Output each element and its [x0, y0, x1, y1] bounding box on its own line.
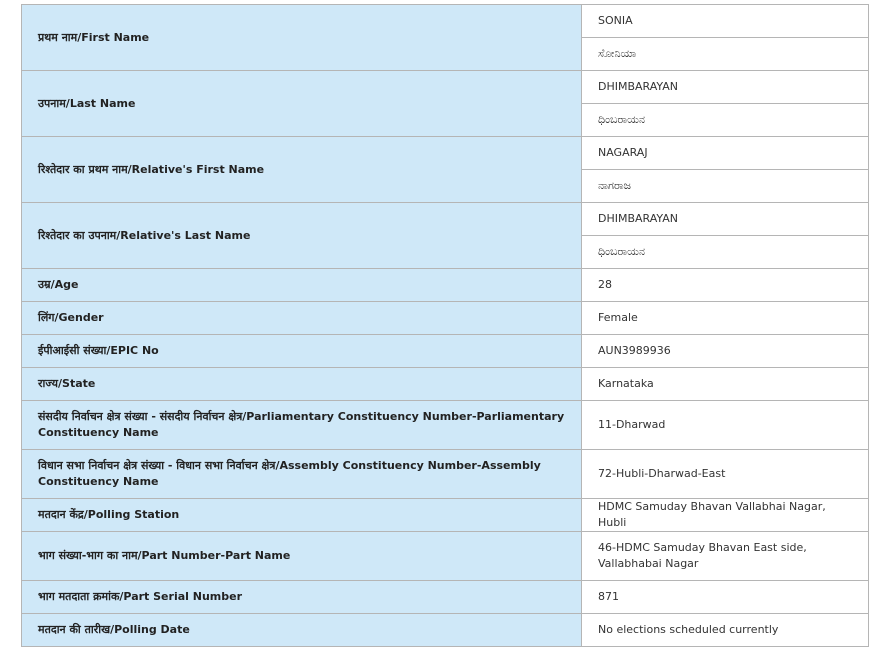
gender-label: लिंग/Gender: [22, 302, 582, 335]
table-row-polling-date: [22, 614, 869, 647]
table-row-epic-no: [22, 335, 869, 368]
part-name-value: 46-HDMC Samuday Bhavan East side, Vallabhabai Nagar: [582, 532, 869, 581]
last-name-value-english: DHIMBARAYAN: [582, 71, 869, 104]
polling-station-label: मतदान केंद्र/Polling Station: [22, 499, 582, 532]
first-name-label: प्रथम नाम/First Name: [22, 5, 582, 71]
epic-no-label: ईपीआईसी संख्या/EPIC No: [22, 335, 582, 368]
polling-station-value: HDMC Samuday Bhavan Vallabhai Nagar, Hubli: [582, 499, 869, 532]
assembly-constituency-label: विधान सभा निर्वाचन क्षेत्र संख्या - विधान सभा निर्वाचन क्षेत्र/Assembly Constituency Number-Assembly Constituency Name: [22, 450, 582, 499]
part-name-label: भाग संख्या-भाग का नाम/Part Number-Part Name: [22, 532, 582, 581]
state-value: Karnataka: [582, 368, 869, 401]
part-serial-number-label: भाग मतदाता क्रमांक/Part Serial Number: [22, 581, 582, 614]
age-label: उम्र/Age: [22, 269, 582, 302]
assembly-constituency-value: 72-Hubli-Dharwad-East: [582, 450, 869, 499]
table-row-state: [22, 368, 869, 401]
relative-first-name-value-kannada: ನಾಗರಾಜ: [582, 170, 869, 203]
table-row-age: [22, 269, 869, 302]
first-name-value-english: SONIA: [582, 5, 869, 38]
polling-date-value: No elections scheduled currently: [582, 614, 869, 647]
table-row-part-name: [22, 532, 869, 581]
epic-no-value: AUN3989936: [582, 335, 869, 368]
state-label: राज्य/State: [22, 368, 582, 401]
table-row-last-name: [22, 71, 869, 104]
last-name-label: उपनाम/Last Name: [22, 71, 582, 137]
relative-last-name-value-kannada: ಧಿಂಬರಾಯನ: [582, 236, 869, 269]
first-name-value-kannada: ಸೋನಿಯಾ: [582, 38, 869, 71]
parliamentary-constituency-value: 11-Dharwad: [582, 401, 869, 450]
polling-date-label: मतदान की तारीख/Polling Date: [22, 614, 582, 647]
table-row-gender: [22, 302, 869, 335]
parliamentary-constituency-label: संसदीय निर्वाचन क्षेत्र संख्या - संसदीय निर्वाचन क्षेत्र/Parliamentary Constituency Number-Parliamentary Constituency Name: [22, 401, 582, 450]
voter-details-table: [21, 4, 869, 647]
gender-value: Female: [582, 302, 869, 335]
relative-first-name-value-english: NAGARAJ: [582, 137, 869, 170]
table-row-assembly-constituency: [22, 450, 869, 499]
relative-last-name-label: रिश्तेदार का उपनाम/Relative's Last Name: [22, 203, 582, 269]
age-value: 28: [582, 269, 869, 302]
voter-details-panel: [21, 4, 868, 647]
table-row-parliamentary-constituency: [22, 401, 869, 450]
table-row-first-name: [22, 5, 869, 38]
part-serial-number-value: 871: [582, 581, 869, 614]
table-row-polling-station: [22, 499, 869, 532]
last-name-value-kannada: ಧಿಂಬರಾಯನ: [582, 104, 869, 137]
relative-last-name-value-english: DHIMBARAYAN: [582, 203, 869, 236]
relative-first-name-label: रिश्तेदार का प्रथम नाम/Relative's First Name: [22, 137, 582, 203]
table-row-relative-first-name: [22, 137, 869, 170]
table-row-relative-last-name: [22, 203, 869, 236]
table-row-part-serial-number: [22, 581, 869, 614]
